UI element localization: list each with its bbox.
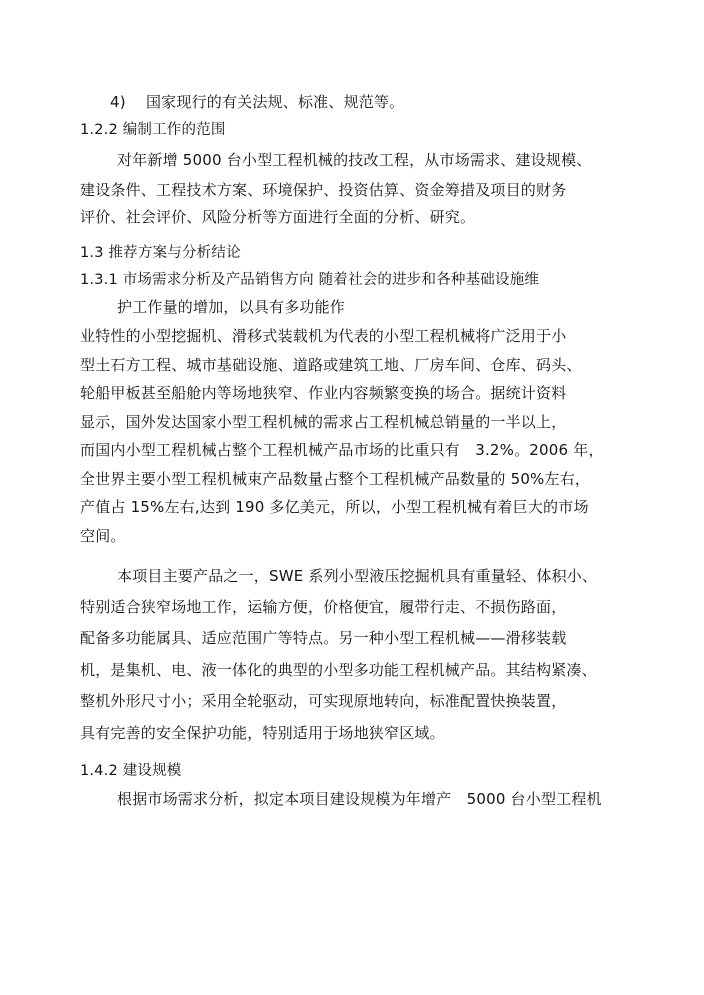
product-paragraph-line: 特别适合狭窄场地工作，运输方便，价格便宜，履带行走、不损伤路面， bbox=[80, 598, 567, 616]
market-paragraph-line: 型土石方工程、城市基础设施、道路或建筑工地、厂房车间、仓库、码头、 bbox=[80, 356, 582, 374]
market-paragraph-line: 而国内小型工程机械占整个工程机械产品市场的比重只有 3.2%。2006 年， bbox=[80, 441, 604, 459]
product-paragraph-line: 整机外形尺寸小；采用全轮驱动，可实现原地转向，标准配置快换装置， bbox=[80, 692, 567, 710]
market-paragraph-line: 空间。 bbox=[80, 527, 126, 545]
market-paragraph-line: 业特性的小型挖掘机、滑移式装载机为代表的小型工程机械将广泛用于小 bbox=[80, 327, 567, 345]
scale-paragraph-line: 根据市场需求分析，拟定本项目建设规模为年增产 5000 台小型工程机 bbox=[117, 790, 602, 808]
list-item-4: 4) 国家现行的有关法规、标准、规范等。 bbox=[110, 93, 405, 111]
section-1-4-2-heading: 1.4.2 建设规模 bbox=[80, 763, 182, 779]
market-paragraph-line: 显示，国外发达国家小型工程机械的需求占工程机械总销量的一半以上， bbox=[80, 413, 567, 431]
product-paragraph-line: 本项目主要产品之一，SWE 系列小型液压挖掘机具有重量轻、体积小、 bbox=[117, 567, 598, 585]
scope-paragraph-line: 评价、社会评价、风险分析等方面进行全面的分析、研究。 bbox=[80, 208, 476, 226]
product-paragraph-line: 机，是集机、电、液一体化的典型的小型多功能工程机械产品。其结构紧凑、 bbox=[80, 661, 597, 679]
market-paragraph-line: 全世界主要小型工程机械束产品数量占整个工程机械产品数量的 50%左右， bbox=[80, 470, 591, 488]
product-paragraph-line: 具有完善的安全保护功能，特别适用于场地狭窄区域。 bbox=[80, 724, 445, 742]
scope-paragraph-line: 建设条件、工程技术方案、环境保护、投资估算、资金筹措及项目的财务 bbox=[80, 181, 567, 199]
product-paragraph-line: 配备多功能属具、适应范围广等特点。另一种小型工程机械——滑移装载 bbox=[80, 629, 567, 647]
section-1-3-1-heading: 1.3.1 市场需求分析及产品销售方向 随着社会的进步和各种基础设施维 bbox=[80, 272, 540, 288]
scope-paragraph-line: 对年新增 5000 台小型工程机械的技改工程，从市场需求、建设规模、 bbox=[117, 151, 592, 169]
section-1-3-1-continuation: 护工作量的增加，以具有多功能作 bbox=[117, 298, 346, 316]
market-paragraph-line: 轮船甲板甚至船舱内等场地狭窄、作业内容频繁变换的场合。据统计资料 bbox=[80, 384, 567, 402]
market-paragraph-line: 产值占 15%左右,达到 190 多亿美元，所以，小型工程机械有着巨大的市场 bbox=[80, 498, 589, 516]
section-1-3-heading: 1.3 推荐方案与分析结论 bbox=[80, 245, 241, 261]
section-1-2-2-heading: 1.2.2 编制工作的范围 bbox=[80, 122, 226, 138]
